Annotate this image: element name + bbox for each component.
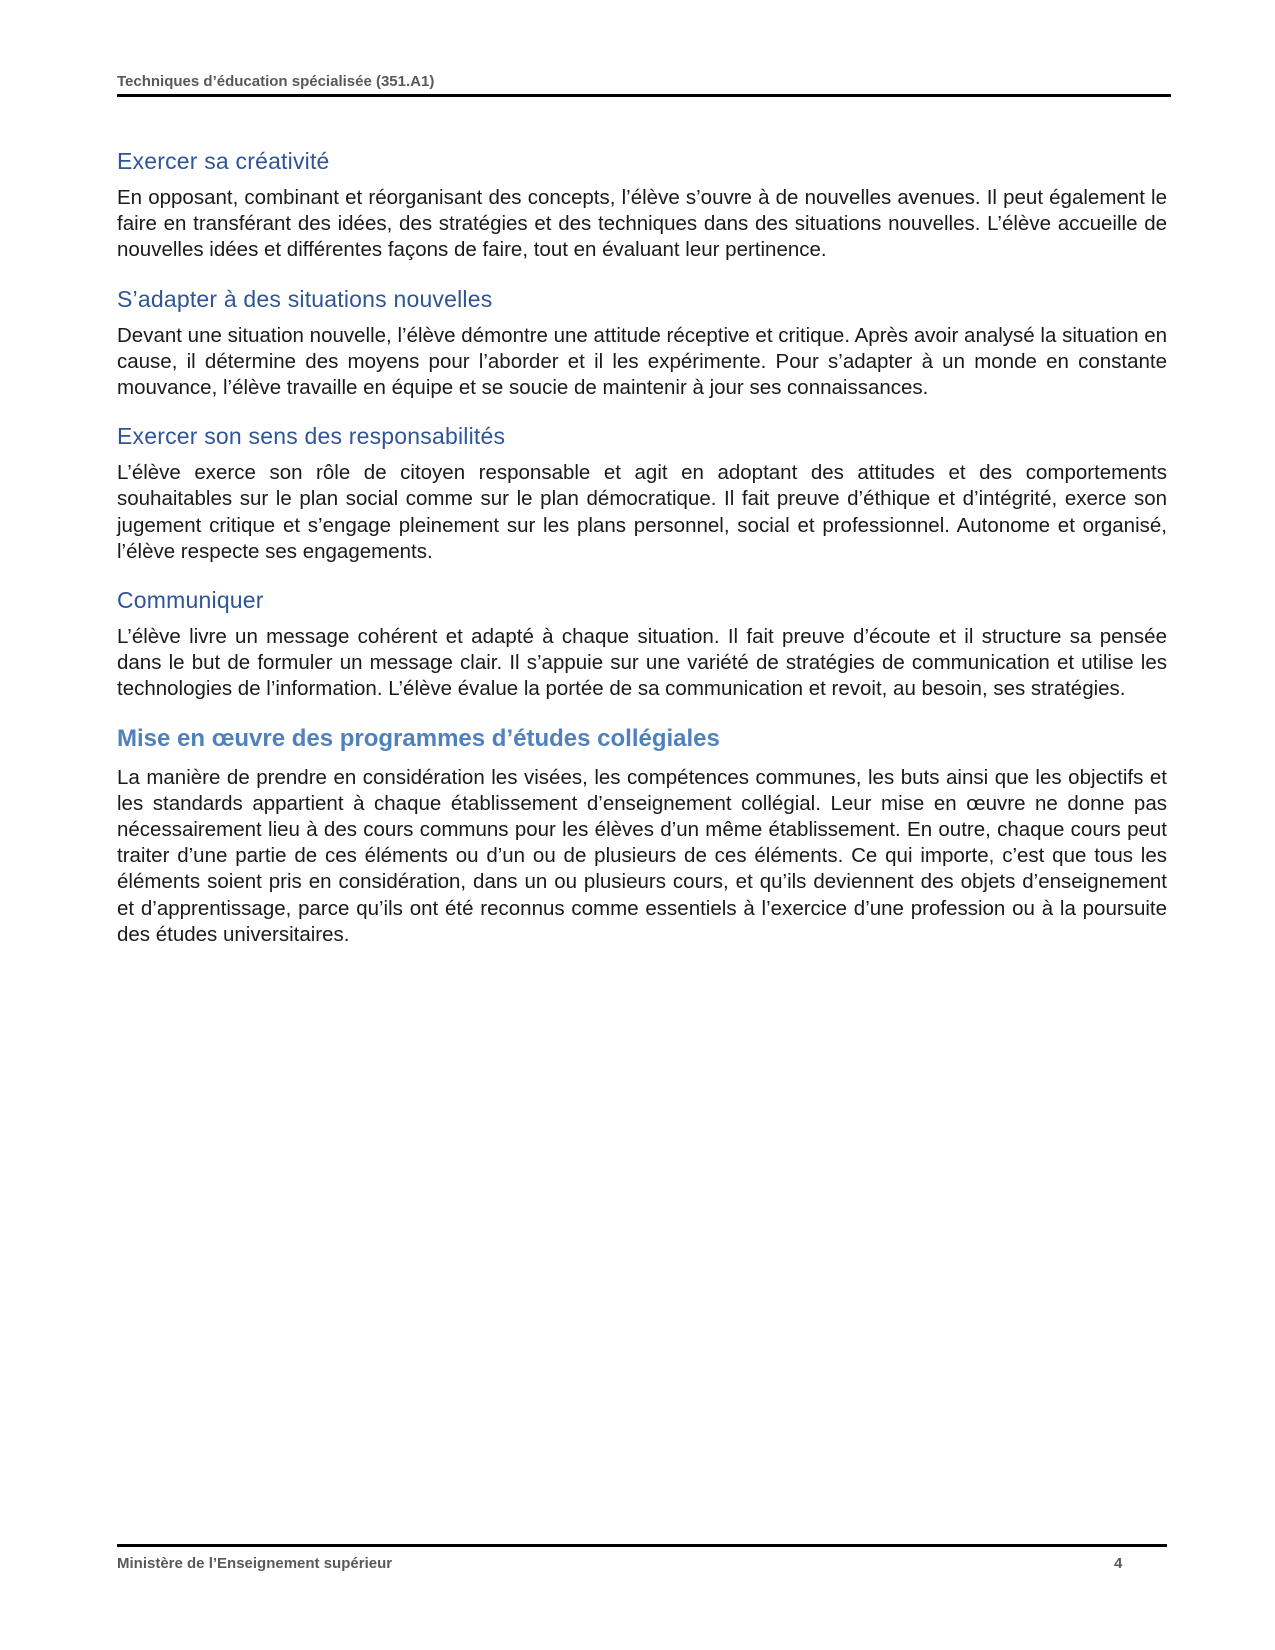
section-title-creativite: Exercer sa créativité <box>117 148 330 174</box>
page-content <box>117 148 1167 970</box>
main-section-title: Mise en œuvre des programmes d’études collégiales <box>117 724 720 752</box>
section-title-adapter: S’adapter à des situations nouvelles <box>117 285 493 312</box>
section-body-creativite: En opposant, combinant et réorganisant des concepts, l’élève s’ouvre à de nouvelles avenues. Il peut également le faire en transférant des idées, des stratégies et des techniques dans des situations nouvelles. L’élève accueille de nouvelles idées et différentes façons de faire, tout en évaluant leur pertinence. <box>117 186 1167 262</box>
section-body-communiquer: L’élève livre un message cohérent et adapté à chaque situation. Il fait preuve d’écoute et il structure sa pensée dans le but de formuler un message clair. Il s’appuie sur une variété de stratégies de communication et utilise les technologies de l’information. L’élève évalue la portée de sa communication et revoit, au besoin, ses stratégies. <box>117 625 1167 701</box>
document-title: Techniques d’éducation spécialisée (351.A1) <box>117 73 435 90</box>
section-title-responsabilites: Exercer son sens des responsabilités <box>117 423 506 450</box>
page-footer <box>117 1544 1167 1572</box>
section-body-adapter: Devant une situation nouvelle, l’élève démontre une attitude réceptive et critique. Après avoir analysé la situation en cause, il détermine des moyens pour l’aborder et il les expérimente. Pour s’adapter à un monde en constante mouvance, l’élève travaille en équipe et se soucie de maintenir à jour ses connaissances. <box>117 323 1167 400</box>
main-section-body: La manière de prendre en considération les visées, les compétences communes, les buts ainsi que les objectifs et les standards appartient à chaque établissement d’enseignement collégial. Leur mise en œuvre ne donne pas nécessairement lieu à des cours communs pour les élèves d’un même établissement. En outre, chaque cours peut traiter d’une partie de ces éléments ou d’un ou de plusieurs de ces éléments. Ce qui importe, c’est que tous les éléments soient pris en considération, dans un ou plusieurs cours, et qu’ils deviennent des objets d’enseignement et d’apprentissage, parce qu’ils ont été reconnus comme essentiels à l’exercice d’une profession ou à la poursuite des études universitaires. <box>117 765 1167 946</box>
section-body-responsabilites: L’élève exerce son rôle de citoyen responsable et agit en adoptant des attitudes et des comportements souhaitables sur le plan social comme sur le plan démocratique. Il fait preuve d’éthique et d’intégrité, exerce son jugement critique et s’engage pleinement sur les plans personnel, social et professionnel. Autonome et organisé, l’élève respecte ses engagements. <box>117 461 1167 563</box>
footer-ministry: Ministère de l’Enseignement supérieur <box>117 1555 393 1572</box>
section-title-communiquer: Communiquer <box>117 587 264 614</box>
page-number: 4 <box>1114 1555 1123 1572</box>
page-header <box>117 73 1171 97</box>
